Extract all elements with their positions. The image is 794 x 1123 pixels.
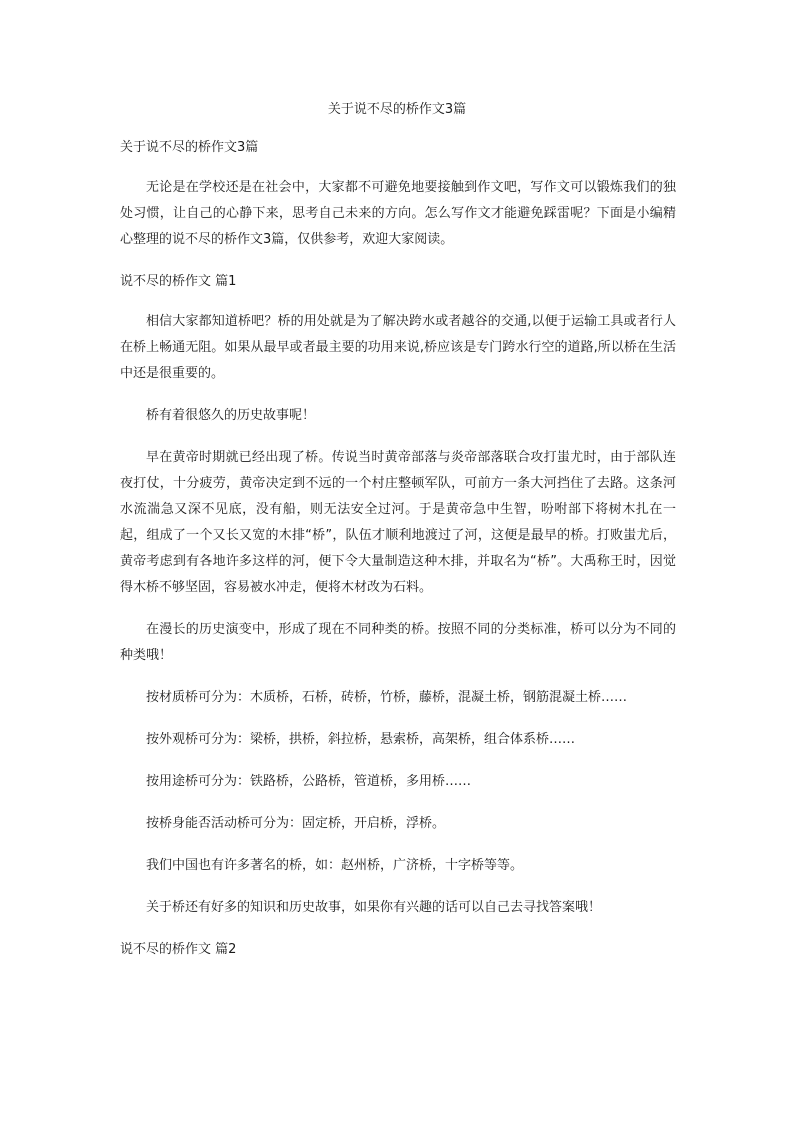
section-1-paragraph: 桥有着很悠久的历史故事呢！ xyxy=(146,408,316,423)
document-body xyxy=(120,135,676,977)
section-1-paragraph: 在漫长的历史演变中，形成了现在不同种类的桥。按照不同的分类标准，桥可以分为不同的种类哦！ xyxy=(120,622,676,663)
document-subtitle: 关于说不尽的桥作文3篇 xyxy=(120,140,259,155)
section-1-paragraph: 关于桥还有好多的知识和历史故事，如果你有兴趣的话可以自己去寻找答案哦！ xyxy=(146,900,602,915)
section-1-paragraph: 早在黄帝时期就已经出现了桥。传说当时黄帝部落与炎帝部落联合攻打蚩尤时，由于部队连夜打仗，十分疲劳，黄帝决定到不远的一个村庄整顿军队，可前方一条大河挡住了去路。这条河水流湍急又深不见底，没有船，则无法安全过河。于是黄帝急中生智，吩咐部下将树木扎在一起，组成了一个又长又宽的木排“桥”，队伍才顺利地渡过了河，这便是最早的桥。打败蚩尤后，黄帝考虑到有各地许多这样的河，便下令大量制造这种木排，并取名为“桥”。大禹称王时，因觉得木桥不够坚固，容易被水冲走，便将木材改为石料。 xyxy=(120,450,676,595)
section-1-paragraph: 相信大家都知道桥吧？桥的用处就是为了解决跨水或者越谷的交通,以便于运输工具或者行人在桥上畅通无阻。如果从最早或者最主要的功用来说,桥应该是专门跨水行空的道路,所以桥在生活中还是很重要的。 xyxy=(120,314,676,381)
section-2-heading: 说不尽的桥作文 篇2 xyxy=(120,942,237,957)
section-1-paragraph: 按桥身能否活动桥可分为：固定桥，开启桥，浮桥。 xyxy=(146,816,446,831)
section-1-paragraph: 按材质桥可分为：木质桥，石桥，砖桥，竹桥，藤桥，混凝土桥，钢筋混凝土桥…… xyxy=(146,690,628,705)
document-title: 关于说不尽的桥作文3篇 xyxy=(327,102,467,117)
intro-paragraph: 无论是在学校还是在社会中，大家都不可避免地要接触到作文吧，写作文可以锻炼我们的独处习惯，让自己的心静下来，思考自己未来的方向。怎么写作文才能避免踩雷呢？下面是小编精心整理的说不尽的桥作文3篇，仅供参考，欢迎大家阅读。 xyxy=(120,180,676,247)
section-1-paragraph: 我们中国也有许多著名的桥，如：赵州桥，广济桥，十字桥等等。 xyxy=(146,858,524,873)
section-1-heading: 说不尽的桥作文 篇1 xyxy=(120,274,237,289)
section-1-paragraph: 按外观桥可分为：梁桥，拱桥，斜拉桥，悬索桥，高架桥，组合体系桥…… xyxy=(146,732,576,747)
section-1-paragraph: 按用途桥可分为：铁路桥，公路桥，管道桥，多用桥…… xyxy=(146,774,472,789)
